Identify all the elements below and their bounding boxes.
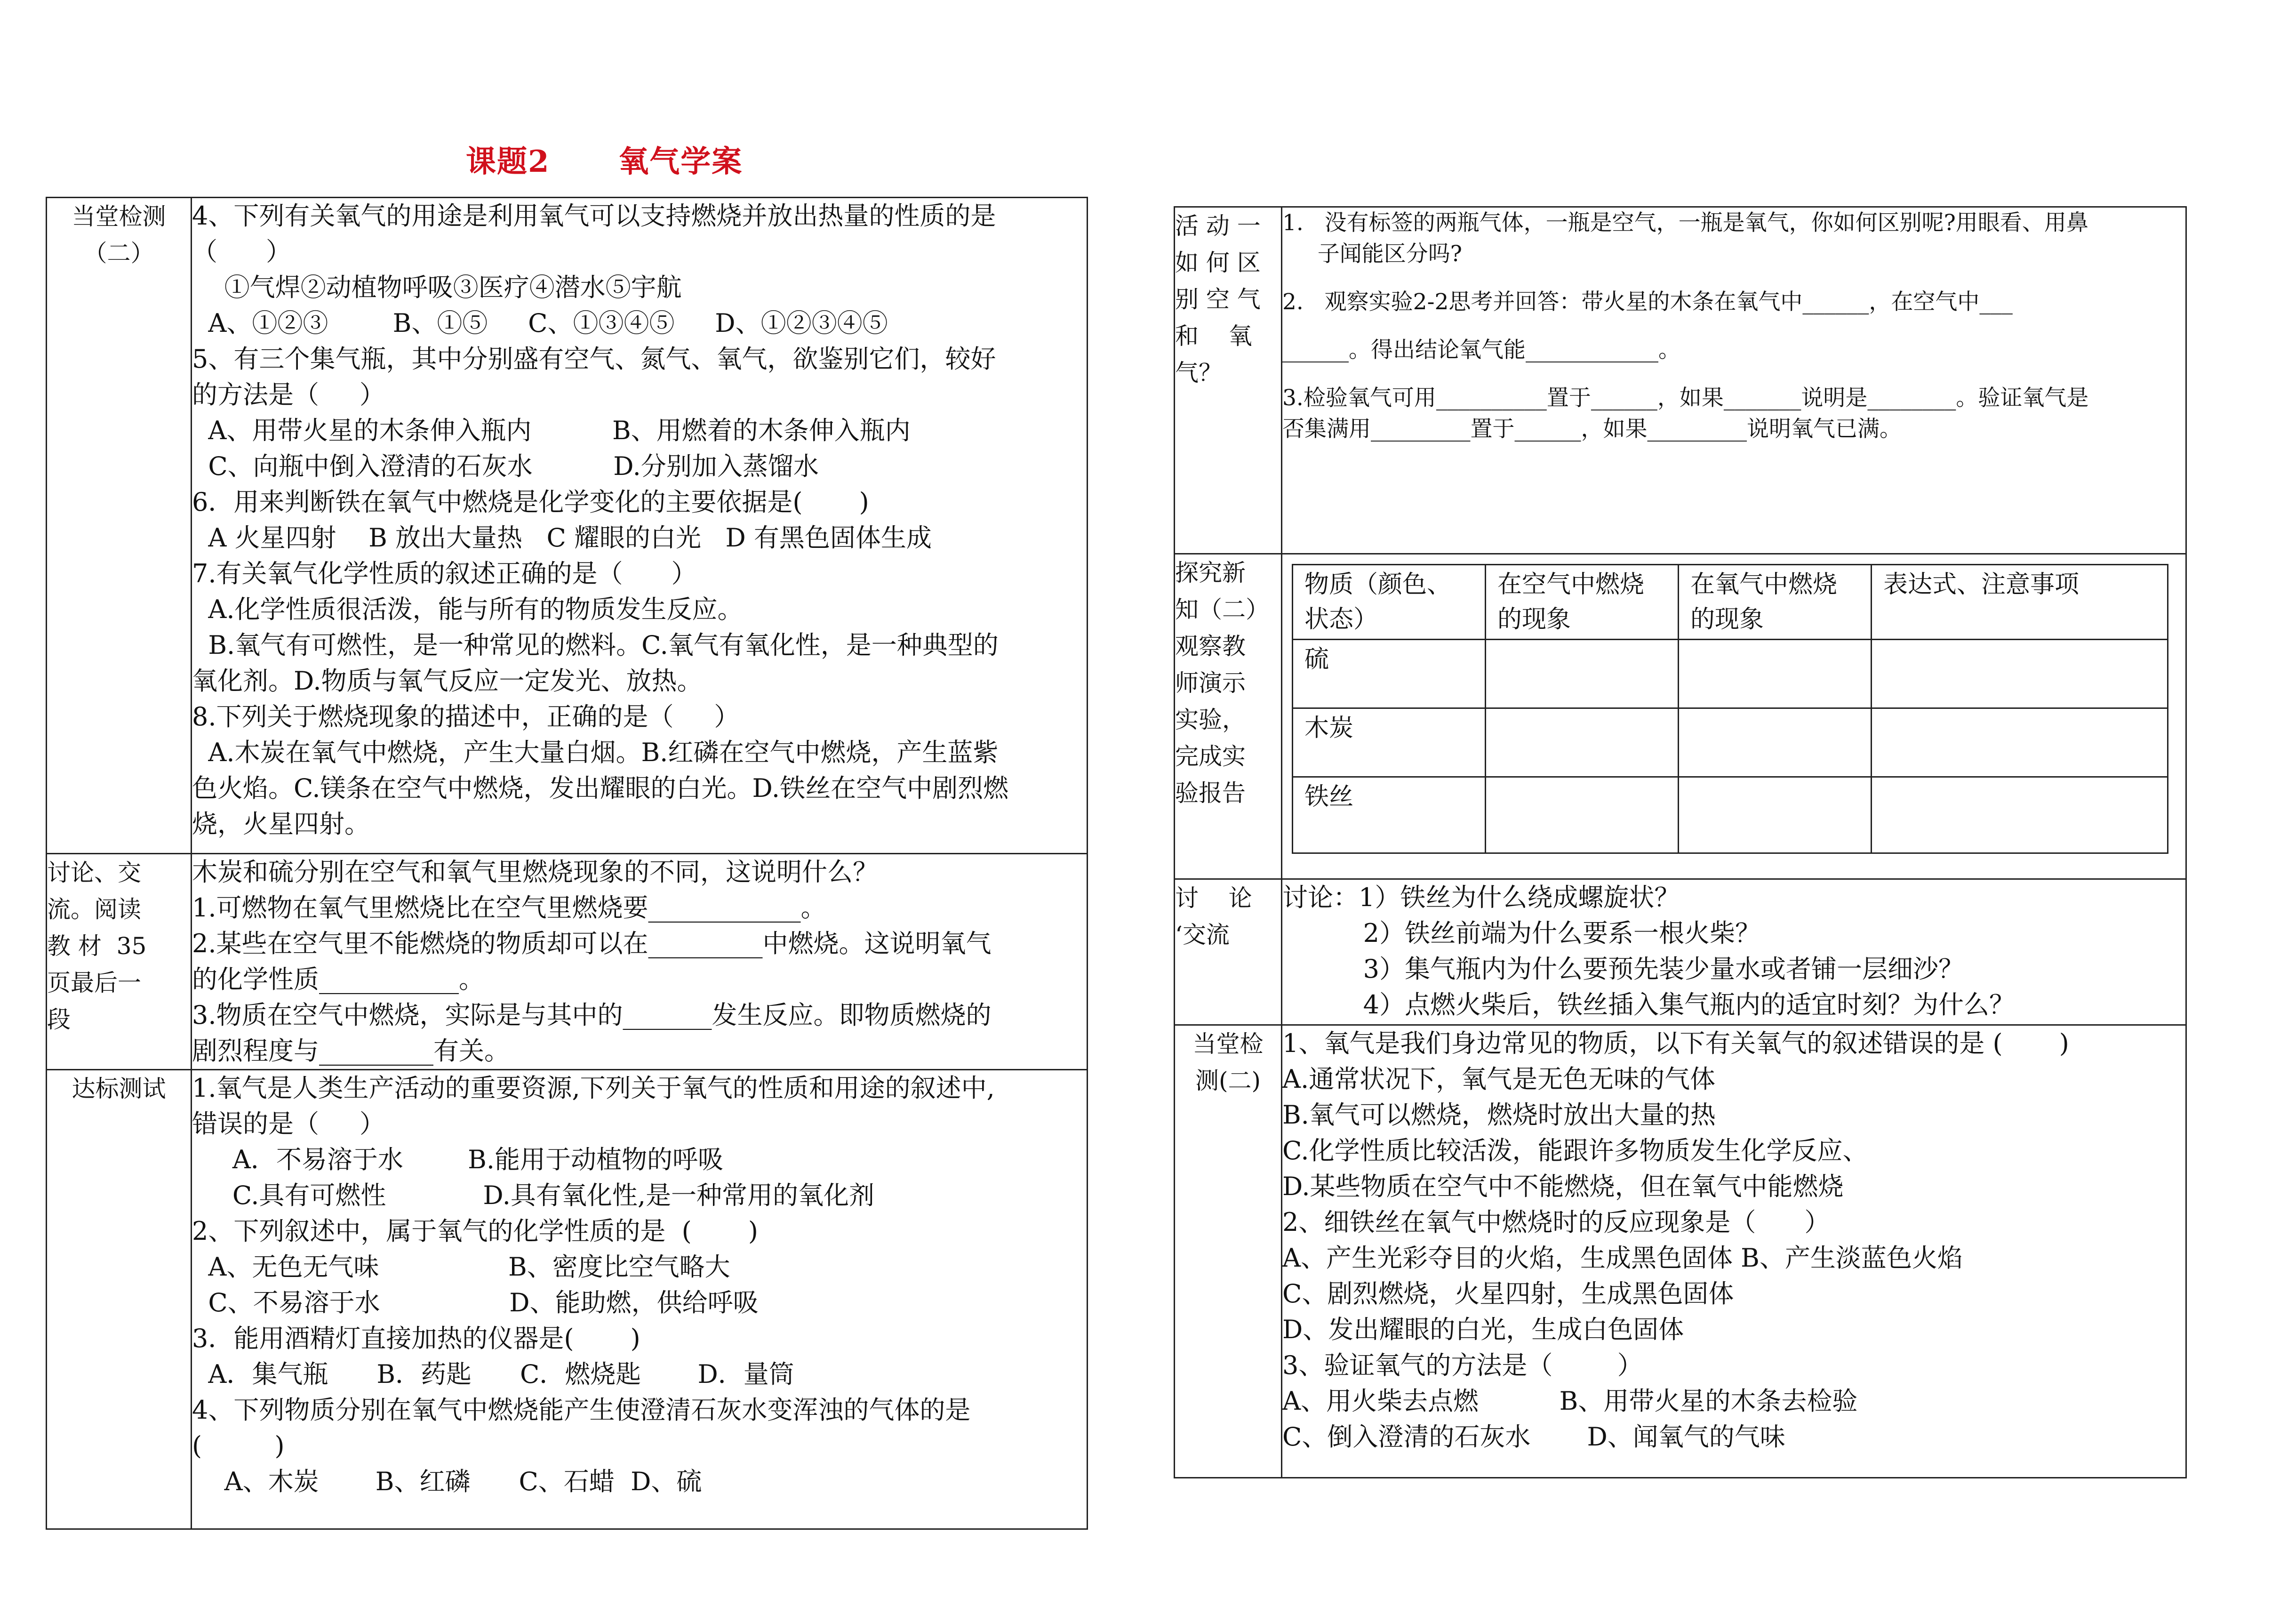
quiz-lines (192, 198, 1088, 854)
text-line: 氧化剂。D.物质与氧气反应一定发光、放热。 (192, 666, 703, 696)
report-row (1293, 640, 2168, 708)
answer-cell[interactable] (1872, 777, 2168, 853)
label-line: 别 空 气 (1175, 286, 1261, 313)
label-line: 知（二） (1175, 596, 1269, 623)
text-line: 4、下列有关氧气的用途是利用氧气可以支持燃烧并放出热量的性质的是 (192, 201, 996, 231)
text-line: 5、有三个集气瓶，其中分别盛有空气、氮气、氧气，欲鉴别它们，较好 (192, 344, 996, 374)
answer-cell[interactable] (1679, 777, 1872, 853)
header-cell (1872, 565, 2168, 640)
text-line: A 火星四射 B 放出大量热 C 耀眼的白光 D 有黑色固体生成 (192, 523, 932, 553)
quiz-lines (1282, 1025, 2186, 1478)
header-line: 物质（颜色、 (1304, 570, 1452, 599)
text-line: 3.物质在空气中燃烧，实际是与其中的_______发生反应。即物质燃烧的 (192, 1000, 992, 1030)
text-line: 4、下列物质分别在氧气中燃烧能产生使澄清石灰水变浑浊的气体的是 (192, 1395, 971, 1425)
activity-lines (1282, 207, 2186, 554)
substance-cell: 铁丝 (1293, 777, 1486, 853)
text-line: A、木炭 B、红磷 C、石蜡 D、硫 (192, 1467, 702, 1496)
label-line: 页最后一 (47, 969, 141, 996)
header-line: 的现象 (1497, 605, 1571, 634)
text-line: 烧，火星四射。 (192, 809, 370, 839)
left-row-standard-test (47, 1070, 1088, 1529)
text-line: A、用火柴去点燃 B、用带火星的木条去检验 (1282, 1386, 1858, 1416)
text-line: A.通常状况下，氧气是无色无味的气体 (1282, 1064, 1716, 1094)
substance-cell: 硫 (1293, 640, 1486, 708)
row-label (47, 854, 192, 1070)
row-label: 当堂检测（二） (47, 198, 192, 854)
answer-cell[interactable] (1679, 708, 1872, 777)
label-line: 活 动 一 (1175, 212, 1261, 240)
text-line: ______。得出结论氧气能____________。 (1282, 337, 1680, 363)
text-line: D.某些物质在空气中不能燃烧，但在氧气中能燃烧 (1282, 1172, 1844, 1201)
row-label (1175, 1025, 1282, 1478)
text-line: 1.氧气是人类生产活动的重要资源,下列关于氧气的性质和用途的叙述中, (192, 1073, 995, 1103)
label-line: 师演示 (1175, 669, 1246, 697)
test-lines (192, 1070, 1088, 1529)
header-line: 状态） (1304, 605, 1378, 634)
substance-cell: 木炭 (1293, 708, 1486, 777)
right-row-explore (1175, 554, 2186, 879)
answer-cell[interactable] (1872, 708, 2168, 777)
text-line: C、剧烈燃烧，火星四射，生成黑色固体 (1282, 1279, 1734, 1309)
text-line: 木炭和硫分别在空气和氧气里燃烧现象的不同，这说明什么？ (192, 857, 878, 887)
label-line: 段 (47, 1006, 71, 1033)
text-line: 讨论：1）铁丝为什么绕成螺旋状？ (1282, 883, 1680, 912)
report-header-row (1293, 565, 2168, 640)
answer-cell[interactable] (1486, 777, 1679, 853)
text-line: 子闻能区分吗? (1282, 241, 1462, 267)
label-line: 实验， (1175, 706, 1246, 733)
text-line: 3.检验氧气可用__________置于______，如果_______说明是________。验证氧气是 (1282, 385, 2089, 411)
report-row (1293, 777, 2168, 853)
text-line: A.化学性质很活泼，能与所有的物质发生反应。 (192, 594, 743, 624)
text-line: 7.有关氧气化学性质的叙述正确的是（ ） (192, 559, 697, 588)
header-cell (1486, 565, 1679, 640)
label-line: 验报告 (1175, 779, 1246, 807)
text-line: C、向瓶中倒入澄清的石灰水 D.分别加入蒸馏水 (192, 451, 819, 481)
text-line: 3、验证氧气的方法是（ ） (1282, 1350, 1643, 1380)
header-line: 在氧气中燃烧 (1690, 570, 1838, 599)
discussion-lines (1282, 879, 2186, 1025)
label-line: 测(二) (1195, 1067, 1261, 1094)
header-line: 的现象 (1690, 605, 1764, 634)
text-line: A.木炭在氧气中燃烧，产生大量白烟。B.红磷在空气中燃烧，产生蓝紫 (192, 738, 999, 767)
text-line: 2、下列叙述中，属于氧气的化学性质的是 ( ) (192, 1216, 758, 1246)
text-line: A．不易溶于水 B.能用于动植物的呼吸 (192, 1145, 723, 1174)
text-line: 1、氧气是我们身边常见的物质，以下有关氧气的叙述错误的是 ( ) (1282, 1028, 2069, 1058)
text-line: A、产生光彩夺目的火焰，生成黑色固体 B、产生淡蓝色火焰 (1282, 1243, 1963, 1273)
text-line: C、倒入澄清的石灰水 D、闻氧气的气味 (1282, 1422, 1785, 1452)
text-line: 3．能用酒精灯直接加热的仪器是( ) (192, 1324, 640, 1353)
left-worksheet-table (46, 197, 1088, 1530)
header-line: 表达式、注意事项 (1883, 570, 2080, 599)
label-line: 当堂检 (1192, 1030, 1264, 1058)
label-line: 和 氧 (1175, 322, 1252, 350)
experiment-report-cell (1282, 554, 2186, 879)
text-line: D、发出耀眼的白光，生成白色固体 (1282, 1315, 1684, 1344)
text-line: ①气焊②动植物呼吸③医疗④潜水⑤宇航 (192, 273, 682, 302)
label-line: ‘交流 (1175, 921, 1230, 948)
right-row-quiz (1175, 1025, 2186, 1478)
text-line: A、无色无气味 B、密度比空气略大 (192, 1252, 730, 1282)
text-line: （ ） (192, 237, 291, 266)
text-line: 2、细铁丝在氧气中燃烧时的反应现象是（ ） (1282, 1207, 1830, 1237)
text-line: 否集满用_________置于______，如果_________说明氧气已满。 (1282, 416, 1902, 442)
row-label: 达标测试 (47, 1070, 192, 1529)
text-line: A、①②③ B、①⑤ C、①③④⑤ D、①②③④⑤ (192, 308, 888, 338)
experiment-report-table (1292, 564, 2168, 854)
report-row (1293, 708, 2168, 777)
label-line: 流。阅读 (47, 896, 141, 923)
answer-cell[interactable] (1486, 640, 1679, 708)
text-line: B.氧气有可燃性，是一种常见的燃料。C.氧气有氧化性，是一种典型的 (192, 630, 999, 660)
right-row-activity (1175, 207, 2186, 554)
text-line: 8.下列关于燃烧现象的描述中，正确的是（ ） (192, 702, 740, 731)
header-line: 在空气中燃烧 (1497, 570, 1645, 599)
text-line: 的方法是（ ） (192, 380, 385, 410)
right-worksheet-table (1174, 206, 2187, 1478)
text-line: 4）点燃火柴后，铁丝插入集气瓶内的适宜时刻？为什么？ (1282, 990, 2015, 1020)
label-line: 如 何 区 (1175, 249, 1261, 276)
header-cell (1679, 565, 1872, 640)
row-label (1175, 207, 1282, 554)
discussion-lines (192, 854, 1088, 1070)
text-line: 1. 没有标签的两瓶气体，一瓶是空气，一瓶是氧气，你如何区别呢?用眼看、用鼻 (1282, 210, 2088, 236)
text-line: ( ) (192, 1431, 285, 1461)
text-line: 的化学性质___________。 (192, 964, 484, 994)
text-line: C.具有可燃性 D.具有氧化性,是一种常用的氧化剂 (192, 1180, 875, 1210)
answer-cell[interactable] (1486, 708, 1679, 777)
text-line: 1.可燃物在氧气里燃烧比在空气里燃烧要____________。 (192, 893, 826, 923)
label-line: 气？ (1175, 359, 1222, 386)
left-row-quiz (47, 198, 1088, 854)
header-cell (1293, 565, 1486, 640)
text-line: C.化学性质比较活泼，能跟许多物质发生化学反应、 (1282, 1136, 1868, 1165)
label-line: 讨 论 (1175, 884, 1252, 912)
text-line: 2.某些在空气里不能燃烧的物质却可以在_________中燃烧。这说明氧气 (192, 929, 992, 958)
label-line: 讨论、交 (47, 859, 141, 886)
left-row-discussion (47, 854, 1088, 1070)
text-line: 错误的是（ ） (192, 1109, 385, 1139)
row-label (1175, 879, 1282, 1025)
label-line: 完成实 (1175, 743, 1246, 770)
text-line: B.氧气可以燃烧，燃烧时放出大量的热 (1282, 1100, 1716, 1130)
text-line: 色火焰。C.镁条在空气中燃烧，发出耀眼的白光。D.铁丝在空气中剧烈燃 (192, 773, 1009, 803)
text-line: 2. 观察实验2-2思考并回答：带火星的木条在氧气中______，在空气中___ (1282, 289, 2013, 315)
label-line: 探究新 (1175, 559, 1246, 586)
right-row-discussion (1175, 879, 2186, 1025)
answer-cell[interactable] (1679, 640, 1872, 708)
text-line: A、用带火星的木条伸入瓶内 B、用燃着的木条伸入瓶内 (192, 416, 911, 445)
page-title: 课题2 氧气学案 (466, 144, 743, 179)
text-line: 3）集气瓶内为什么要预先装少量水或者铺一层细沙？ (1282, 954, 1964, 984)
label-line: 观察教 (1175, 633, 1246, 660)
row-label (1175, 554, 1282, 879)
text-line: 2）铁丝前端为什么要系一根火柴？ (1282, 918, 1761, 948)
text-line: A．集气瓶 B．药匙 C．燃烧匙 D．量筒 (192, 1359, 794, 1389)
answer-cell[interactable] (1872, 640, 2168, 708)
text-line: 6．用来判断铁在氧气中燃烧是化学变化的主要依据是( ) (192, 487, 869, 517)
label-line: 教 材 35 (47, 932, 147, 960)
text-line: 剧烈程度与_________有关。 (192, 1036, 510, 1066)
text-line: C、不易溶于水 D、能助燃，供给呼吸 (192, 1288, 759, 1317)
